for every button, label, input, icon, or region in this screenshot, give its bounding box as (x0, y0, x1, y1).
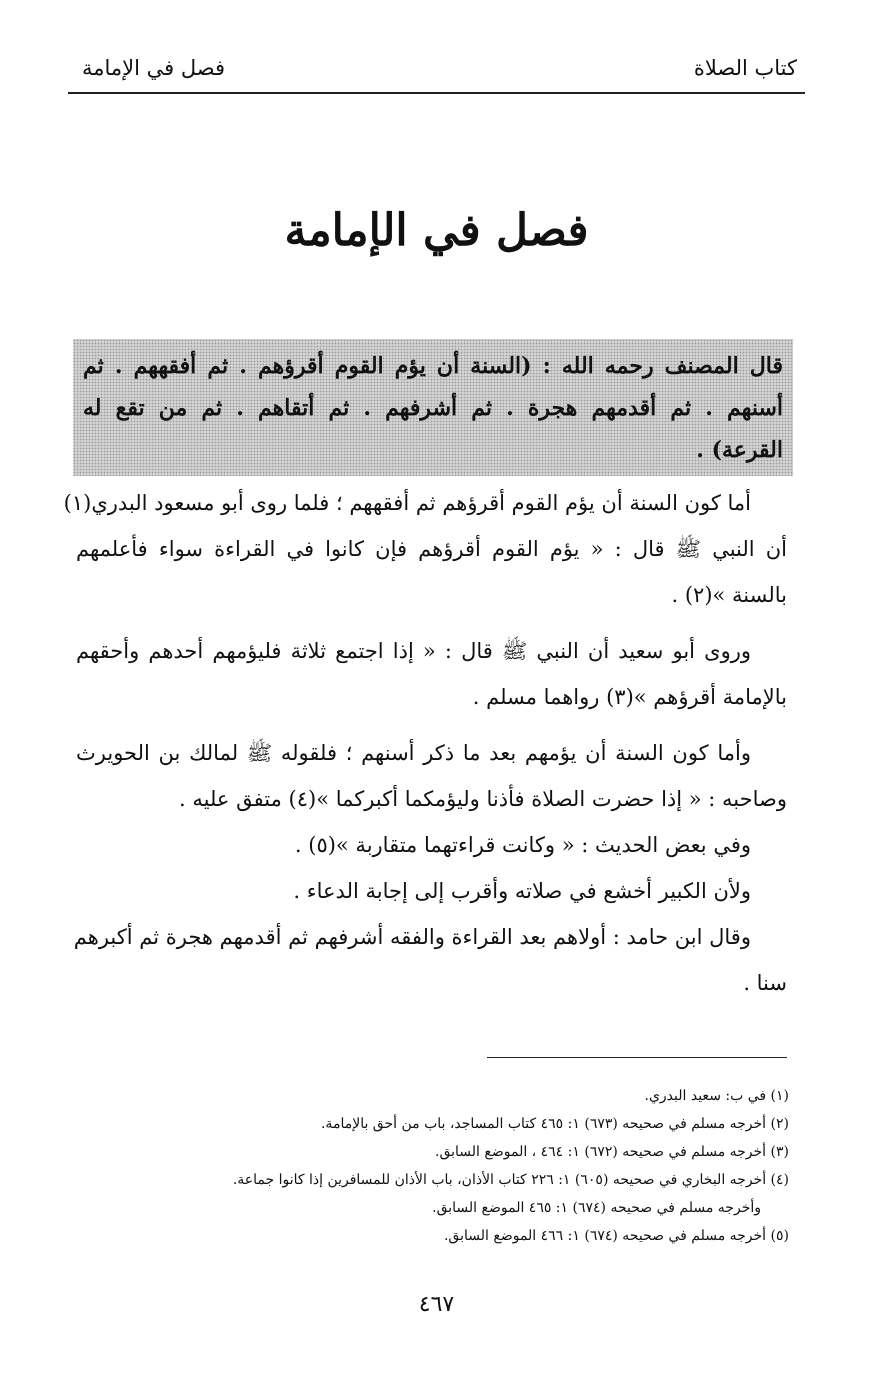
section-title: فصل في الإمامة (82, 56, 226, 80)
body-line: وأما كون السنة أن يؤمهم بعد ما ذكر أسنهم ؛ فلقوله ﷺ لمالك بن الحويرث (76, 741, 751, 765)
body-line: أما كون السنة أن يؤم القوم أقرؤهم ثم أفقههم ؛ فلما روى أبو مسعود البدري(١) (63, 491, 751, 515)
page-number: ٤٦٧ (418, 1292, 455, 1317)
chapter-title: فصل في الإمامة (284, 205, 589, 256)
footnotes (90, 1082, 789, 1250)
matn-highlight-box (73, 339, 793, 476)
footnote: (٤) أخرجه البخاري في صحيحه (٦٠٥) ١: ٢٢٦ كتاب الأذان، باب الأذان للمسافرين إذا كانوا جماعة. (232, 1172, 789, 1188)
running-header (68, 52, 805, 94)
body-line: بالسنة »(٢) . (671, 583, 787, 607)
body-line: وصاحبه : « إذا حضرت الصلاة فأذنا وليؤمكما أكبركما »(٤) متفق عليه . (179, 787, 787, 811)
matn-line: قال المصنف رحمه الله : (السنة أن يؤم القوم أقرؤهم . ثم أفقههم . ثم (83, 353, 783, 379)
footnote: (٢) أخرجه مسلم في صحيحه (٦٧٣) ١: ٤٦٥ كتاب المساجد، باب من أحق بالإمامة. (320, 1116, 789, 1132)
body-line: ولأن الكبير أخشع في صلاته وأقرب إلى إجابة الدعاء . (293, 879, 751, 903)
body-line: وفي بعض الحديث : « وكانت قراءتهما متقاربة »(٥) . (294, 833, 751, 857)
footnote: (٥) أخرجه مسلم في صحيحه (٦٧٤) ١: ٤٦٦ الموضع السابق. (443, 1228, 789, 1244)
body-line: سنا . (743, 971, 787, 995)
matn-line: القرعة) . (696, 437, 783, 463)
footnote: (١) في ب: سعيد البدري. (644, 1088, 789, 1104)
body-line: وروى أبو سعيد أن النبي ﷺ قال : « إذا اجتمع ثلاثة فليؤمهم أحدهم وأحقهم (76, 639, 751, 663)
matn-line: أسنهم . ثم أقدمهم هجرة . ثم أشرفهم . ثم أتقاهم . ثم من تقع له (83, 395, 783, 421)
footnote-divider (487, 1057, 787, 1058)
footnote: (٣) أخرجه مسلم في صحيحه (٦٧٢) ١: ٤٦٤ ، الموضع السابق. (435, 1144, 789, 1160)
book-title: كتاب الصلاة (693, 56, 797, 80)
body-line: أن النبي ﷺ قال : « يؤم القوم أقرؤهم فإن كانوا في القراءة سواء فأعلمهم (76, 537, 787, 561)
commentary-text (63, 480, 787, 1006)
footnote-continuation: وأخرجه مسلم في صحيحه (٦٧٤) ١: ٤٦٥ الموضع السابق. (432, 1200, 761, 1216)
body-line: بالإمامة أقرؤهم »(٣) رواهما مسلم . (472, 685, 787, 709)
body-line: وقال ابن حامد : أولاهم بعد القراءة والفقه أشرفهم ثم أقدمهم هجرة ثم أكبرهم (73, 925, 751, 949)
